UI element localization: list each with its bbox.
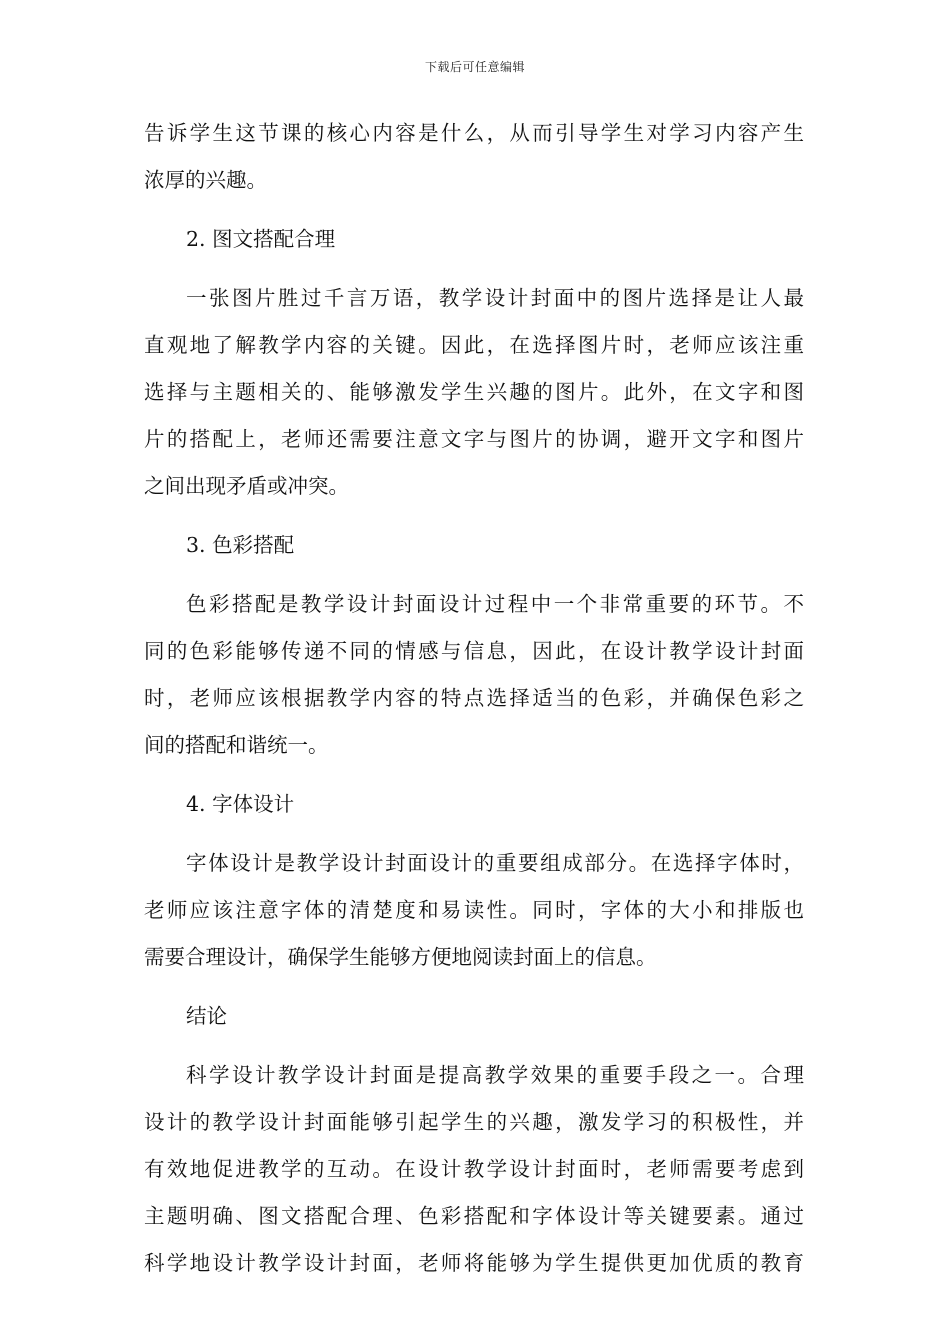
text-line: 浓厚的兴趣。 (144, 168, 267, 192)
section-heading-conclusion: 结论 (186, 1004, 227, 1028)
text-line: 直观地了解教学内容的关键。因此，在选择图片时，老师应该注重 (144, 333, 804, 357)
text-line: 告诉学生这节课的核心内容是什么，从而引导学生对学习内容产生 (144, 121, 804, 145)
section-heading-2: 2. 图文搭配合理 (186, 227, 336, 251)
page-header: 下载后可任意编辑 (424, 60, 525, 74)
paragraph-section-2 (144, 275, 804, 510)
text-line: 老师应该注意字体的清楚度和易读性。同时，字体的大小和排版也 (144, 898, 804, 922)
paragraph-conclusion (144, 1052, 804, 1287)
text-line: 之间出现矛盾或冲突。 (144, 474, 349, 498)
text-line: 同的色彩能够传递不同的情感与信息，因此，在设计教学设计封面 (144, 639, 804, 663)
text-line: 科学地设计教学设计封面，老师将能够为学生提供更加优质的教育 (144, 1251, 804, 1275)
text-line: 字体设计是教学设计封面设计的重要组成部分。在选择字体时， (186, 851, 804, 875)
text-line: 时，老师应该根据教学内容的特点选择适当的色彩，并确保色彩之 (144, 686, 804, 710)
text-line: 选择与主题相关的、能够激发学生兴趣的图片。此外，在文字和图 (144, 380, 804, 404)
text-line: 有效地促进教学的互动。在设计教学设计封面时，老师需要考虑到 (144, 1157, 804, 1181)
text-line: 片的搭配上，老师还需要注意文字与图片的协调，避开文字和图片 (144, 427, 804, 451)
text-line: 设计的教学设计封面能够引起学生的兴趣，激发学习的积极性，并 (144, 1110, 804, 1134)
section-heading-3: 3. 色彩搭配 (186, 533, 295, 557)
text-line: 需要合理设计，确保学生能够方便地阅读封面上的信息。 (144, 945, 657, 969)
document-body (144, 110, 804, 1287)
paragraph-intro-tail (144, 110, 804, 204)
section-heading-4: 4. 字体设计 (186, 792, 295, 816)
text-line: 间的搭配和谐统一。 (144, 733, 329, 757)
paragraph-section-4 (144, 840, 804, 981)
text-line: 色彩搭配是教学设计封面设计过程中一个非常重要的环节。不 (186, 592, 804, 616)
text-line: 科学设计教学设计封面是提高教学效果的重要手段之一。合理 (186, 1063, 804, 1087)
text-line: 一张图片胜过千言万语，教学设计封面中的图片选择是让人最 (186, 286, 804, 310)
text-line: 主题明确、图文搭配合理、色彩搭配和字体设计等关键要素。通过 (144, 1204, 804, 1228)
paragraph-section-3 (144, 581, 804, 769)
